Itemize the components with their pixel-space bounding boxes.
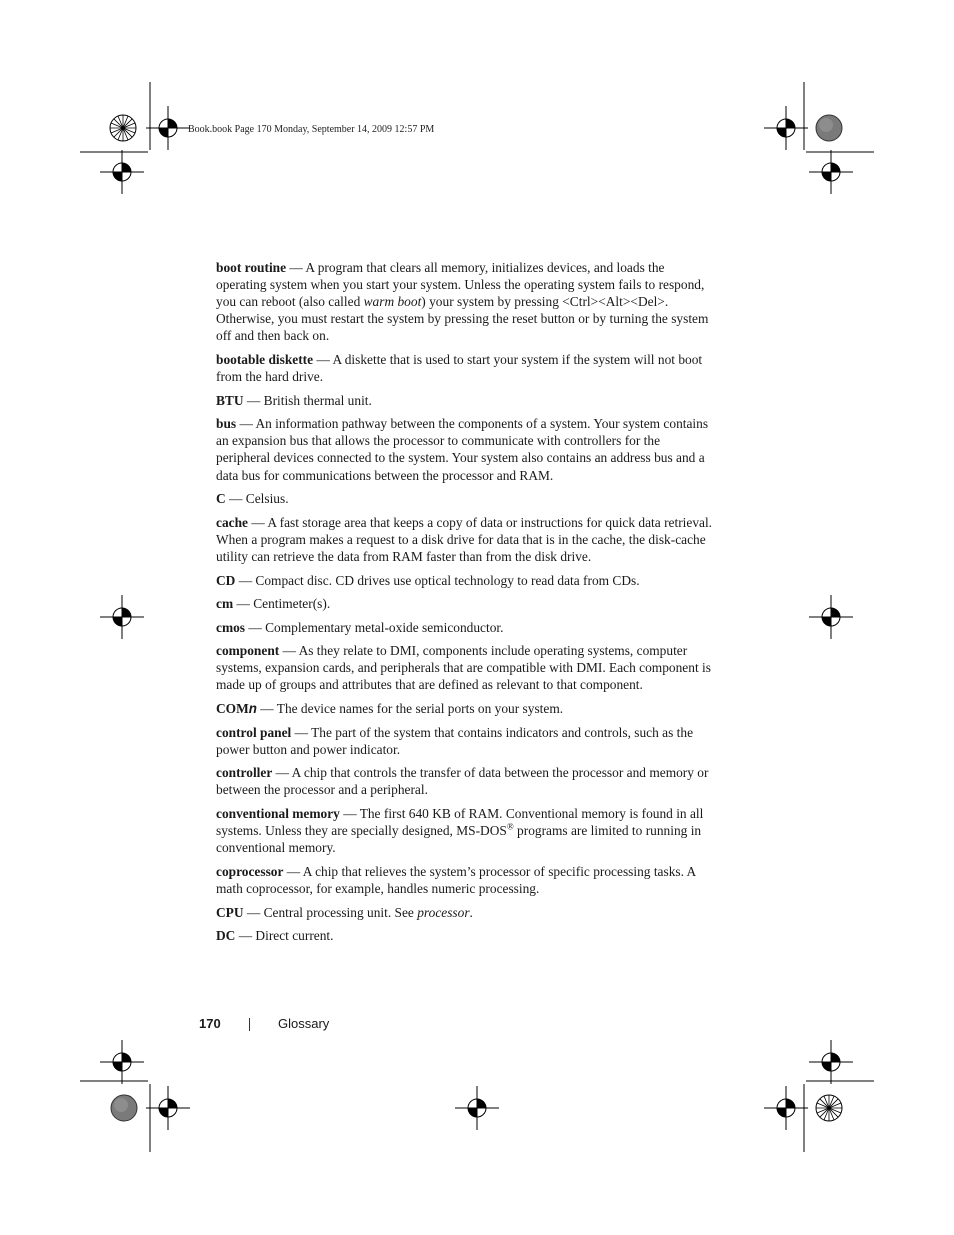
glossary-definition: . [469,904,473,920]
print-header: Book.book Page 170 Monday, September 14, 2009 12:57 PM [188,124,435,135]
glossary-definition: — A diskette that is used to start your system if the system will not boot from the hard drive. [216,351,703,385]
glossary-term: cmos [216,619,246,635]
glossary-definition: — Complementary metal-oxide semiconductor. [245,619,504,635]
footer-section-title: Glossary [278,1016,330,1031]
glossary-definition: — A program that clears all memory, initializes devices, and loads the operating system when you start your system. Unless the operating system fails to respond, you can reboot (also called [216,260,705,310]
glossary-definition: — A chip that controls the transfer of data between the processor and memory or between the processor and a peripheral. [216,765,709,798]
registration-mark-icon [764,1086,808,1130]
page-number: 170 [199,1016,221,1031]
registration-mark-icon [146,106,190,150]
glossary-definition: — Centimeter(s). [233,596,331,612]
glossary-term: conventional memory [216,806,340,822]
glossary-definition: — A chip that relieves the system’s processor of specific processing tasks. A math coprocessor, for example, handles numeric processing. [216,863,696,896]
glossary-emphasis: warm boot [363,294,422,310]
registration-mark-icon [146,1086,190,1130]
glossary-term: C [216,491,226,507]
glossary-term: CD [216,572,236,588]
glossary-term: bootable diskette [216,351,314,367]
glossary-definition: — As they relate to DMI, components include operating systems, computer systems, expansion cards, and peripherals that are compatible with DMI. Each component is made up of groups and attributes that are defined as relevant to that component. [216,643,711,693]
starburst-mark-icon [110,115,136,141]
gray-circle-mark-icon [816,115,842,141]
registration-mark-icon [455,1086,499,1130]
glossary-definition: — The device names for the serial ports on your system. [256,701,564,717]
glossary-term: BTU [216,392,244,408]
glossary-definition: — Central processing unit. See [243,904,418,920]
gray-circle-mark-icon [111,1095,137,1121]
glossary-term: controller [216,765,273,781]
glossary-term: control panel [216,724,292,740]
registration-mark-icon [100,150,144,194]
glossary-emphasis: processor [417,904,470,920]
glossary-term: component [216,643,280,659]
glossary-definition: — Direct current. [235,928,334,944]
glossary-definition: ) your system by pressing <Ctrl><Alt><Del>. Otherwise, you must restart the system by pressing the reset button or by turning the system off and then back on. [216,294,709,344]
glossary-definition: — A fast storage area that keeps a copy of data or instructions for quick data retrieval. When a program makes a request to a disk drive for data that is in the cache, the disk-cache utility can retrieve the data from RAM faster than from the disk drive. [216,514,713,564]
registration-mark-icon [100,595,144,639]
glossary-definition: — Celsius. [225,491,289,507]
glossary-term: cm [216,596,234,612]
glossary-term: cache [216,514,248,530]
glossary-term: bus [216,416,237,432]
registration-mark-icon [809,595,853,639]
glossary-term: boot routine [216,260,287,275]
registration-mark-icon [809,1040,853,1084]
registration-mark-icon [809,150,853,194]
glossary-definition: — Compact disc. CD drives use optical technology to read data from CDs. [235,572,640,588]
glossary-definition: programs are limited to running in conventional memory. [216,823,702,856]
glossary-term: CPU [216,904,244,920]
glossary-term-variable: n [248,701,257,717]
registration-mark-icon [100,1040,144,1084]
starburst-mark-icon [816,1095,842,1121]
registration-mark-icon [764,106,808,150]
glossary-definition: — The first 640 KB of RAM. Conventional memory is found in all systems. Unless they are specially designed, MS-DOS [216,806,704,839]
glossary-term: coprocessor [216,863,284,879]
glossary-term: COM [216,701,249,717]
glossary-definition: — An information pathway between the components of a system. Your system contains an expansion bus that allows the processor to communicate with controllers for the peripheral devices connected to the system. Your system also contains an address bus and a data bus for communications between the processor and RAM. [216,416,709,483]
glossary-definition: — The part of the system that contains indicators and controls, such as the power button and power indicator. [216,724,694,757]
glossary-definition: — British thermal unit. [243,392,372,408]
glossary-term: DC [216,928,236,944]
registered-mark: ® [506,821,514,832]
